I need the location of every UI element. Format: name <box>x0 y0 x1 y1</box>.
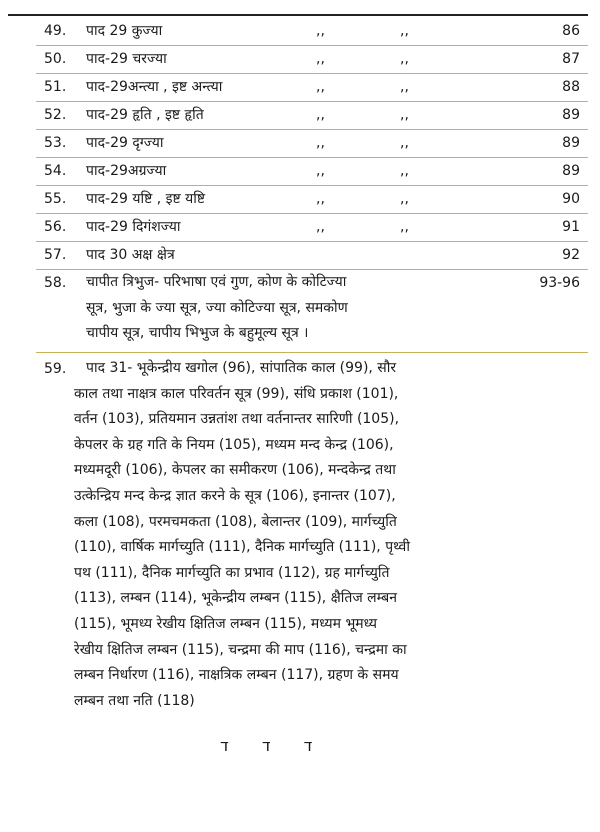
page-number: 88 <box>562 79 580 95</box>
entry-line: (110), वार्षिक मार्गच्युति (111), दैनिक मार्गच्युति (111), पृथ्वी <box>74 539 410 556</box>
entry-line: चापीत त्रिभुज- परिभाषा एवं गुण, कोण के कोटिज्या <box>86 274 347 290</box>
entry-number: 53. <box>44 135 67 151</box>
page-number: 90 <box>562 191 580 207</box>
entry-line: (113), लम्बन (114), भूकेन्द्रीय लम्बन (115), क्षैतिज लम्बन <box>74 590 397 607</box>
entry-title: पाद-29 यष्टि , इष्ट यष्टि <box>86 191 206 207</box>
contents-row <box>0 158 600 184</box>
ditto-mark: ,, <box>400 135 409 151</box>
entry-line: लम्बन तथा नति (118) <box>74 692 195 709</box>
entry-number: 52. <box>44 107 67 123</box>
row-divider <box>36 352 588 353</box>
contents-row <box>0 130 600 156</box>
entry-line: पाद 31- भूकेन्द्रीय खगोल (96), सांपातिक काल (99), सौर <box>86 360 397 376</box>
entry-number: 56. <box>44 219 67 235</box>
entry-title: पाद 30 अक्ष क्षेत्र <box>86 247 175 263</box>
entry-title: पाद 29 कुज्या <box>86 23 163 39</box>
ditto-mark: ,, <box>316 191 325 207</box>
entry-line: चापीय सूत्र, चापीय भिभुज के बहुमूल्य सूत्र । <box>86 325 309 342</box>
contents-row <box>0 242 600 268</box>
ditto-mark: ,, <box>316 23 325 39</box>
footer-ornament: ד ד ד <box>220 736 327 755</box>
page-number: 87 <box>562 51 580 67</box>
ditto-mark: ,, <box>400 51 409 67</box>
page-number: 89 <box>562 135 580 151</box>
entry-title: पाद-29 दिगंशज्या <box>86 219 181 235</box>
ditto-mark: ,, <box>316 107 325 123</box>
entry-line: लम्बन निर्धारण (116), नाक्षत्रिक लम्बन (117), ग्रहण के समय <box>74 667 399 684</box>
entry-number: 58. <box>44 275 67 291</box>
page-number: 89 <box>562 107 580 123</box>
page-number: 91 <box>562 219 580 235</box>
ditto-mark: ,, <box>316 51 325 67</box>
top-rule <box>8 14 588 16</box>
contents-row <box>0 102 600 128</box>
ditto-mark: ,, <box>316 219 325 235</box>
entry-line: काल तथा नाक्षत्र काल परिवर्तन सूत्र (99), संधि प्रकाश (101), <box>74 385 399 402</box>
contents-row <box>0 46 600 72</box>
entry-line: सूत्र, भुजा के ज्या सूत्र, ज्या कोटिज्या सूत्र, समकोण <box>86 299 348 316</box>
ditto-mark: ,, <box>400 219 409 235</box>
entry-line: रेखीय क्षितिज लम्बन (115), चन्द्रमा की माप (116), चन्द्रमा का <box>74 641 407 658</box>
contents-row <box>0 18 600 44</box>
entry-line: केपलर के ग्रह गति के नियम (105), मध्यम मन्द केन्द्र (106), <box>74 436 394 453</box>
entry-line: पथ (111), दैनिक मार्गच्युति का प्रभाव (112), ग्रह मार्गच्युति <box>74 564 390 581</box>
ditto-mark: ,, <box>400 107 409 123</box>
entry-line: उत्केन्द्रिय मन्द केन्द्र ज्ञात करने के सूत्र (106), इनान्तर (107), <box>74 487 396 504</box>
page-number: 86 <box>562 23 580 39</box>
entry-59-text <box>74 356 410 714</box>
contents-row <box>0 186 600 212</box>
ditto-mark: ,, <box>316 79 325 95</box>
entry-number: 57. <box>44 247 67 263</box>
entry-number: 49. <box>44 23 67 39</box>
ditto-mark: ,, <box>400 163 409 179</box>
ditto-mark: ,, <box>316 135 325 151</box>
entry-number: 54. <box>44 163 67 179</box>
contents-row <box>0 214 600 240</box>
entry-line: वर्तन (103), प्रतियमान उन्नतांश तथा वर्तनान्तर सारिणी (105), <box>74 411 400 428</box>
ditto-mark: ,, <box>400 23 409 39</box>
entry-title: पाद-29अन्त्या , इष्ट अन्त्या <box>86 79 223 95</box>
entry-number: 55. <box>44 191 67 207</box>
page-number: 93-96 <box>539 275 580 291</box>
entry-number: 51. <box>44 79 67 95</box>
page-number: 89 <box>562 163 580 179</box>
entry-title: पाद-29 हृति , इष्ट हृति <box>86 107 204 123</box>
entry-number: 59. <box>44 361 67 377</box>
entry-line: कला (108), परमचमकता (108), बेलान्तर (109), मार्गच्युति <box>74 513 397 530</box>
entry-title: पाद-29 चरज्या <box>86 51 167 67</box>
ditto-mark: ,, <box>400 191 409 207</box>
page-number: 92 <box>562 247 580 263</box>
entry-title: पाद-29 दृग्ज्या <box>86 135 164 151</box>
ditto-mark: ,, <box>316 163 325 179</box>
contents-row <box>0 74 600 100</box>
entry-line: मध्यमदूरी (106), केपलर का समीकरण (106), मन्दकेन्द्र तथा <box>74 462 396 479</box>
entry-58-text <box>86 270 348 347</box>
entry-line: (115), भूमध्य रेखीय क्षितिज लम्बन (115), मध्यम भूमध्य <box>74 615 378 632</box>
ditto-mark: ,, <box>400 79 409 95</box>
entry-number: 50. <box>44 51 67 67</box>
entry-title: पाद-29अग्रज्या <box>86 163 167 179</box>
